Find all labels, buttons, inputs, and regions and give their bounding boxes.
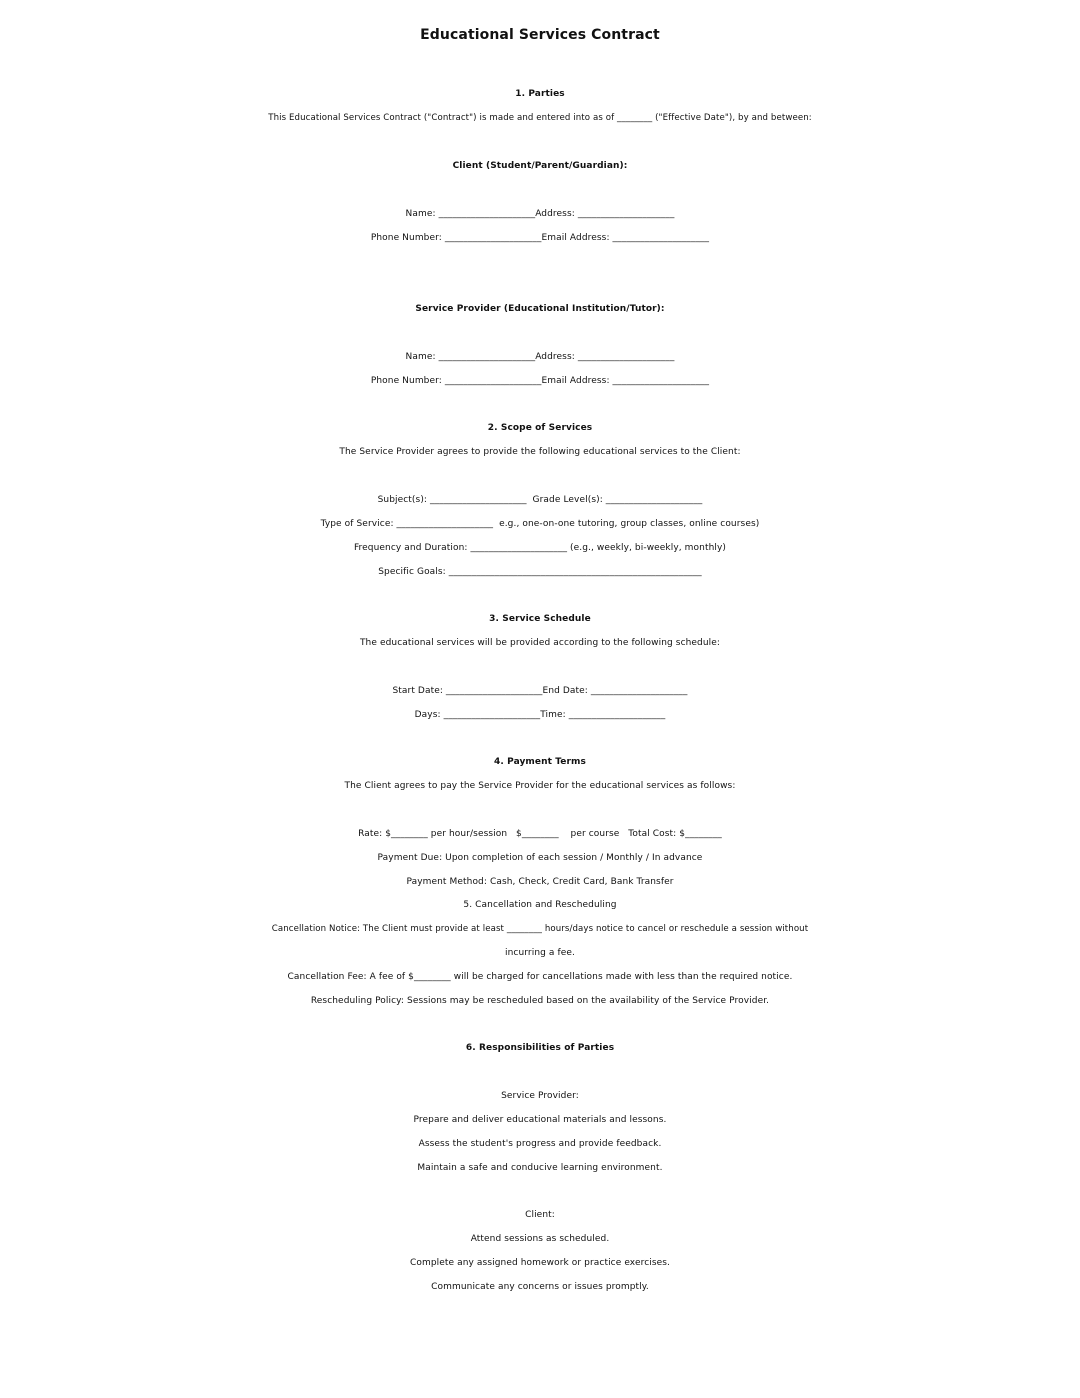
payment-rate-line: Rate: $________ per hour/session $________ per course Total Cost: $________ <box>358 829 722 839</box>
provider-name-address-line: Name: _____________________Address: _____________________ <box>405 352 675 362</box>
client-responsibilities-label: Client: <box>525 1210 555 1220</box>
cancellation-notice-line: Cancellation Notice: The Client must provide at least ________ hours/days notice to cancel or reschedule a session without <box>271 924 809 934</box>
scope-frequency-line: Frequency and Duration: _____________________ (e.g., weekly, bi-weekly, monthly) <box>353 543 727 553</box>
cancellation-notice-continued: incurring a fee. <box>505 948 575 958</box>
payment-due-line: Payment Due: Upon completion of each session / Monthly / In advance <box>377 853 703 863</box>
cancellation-fee-line: Cancellation Fee: A fee of $________ will be charged for cancellations made with less than the required notice. <box>287 972 793 982</box>
payment-intro: The Client agrees to pay the Service Provider for the educational services as follows: <box>344 781 736 791</box>
client-responsibility-item: Communicate any concerns or issues promptly. <box>431 1282 649 1292</box>
scope-heading: 2. Scope of Services <box>487 423 593 433</box>
scope-goals-line: Specific Goals: _______________________________________________________ <box>378 567 702 577</box>
payment-heading: 4. Payment Terms <box>494 757 586 767</box>
parties-heading: 1. Parties <box>515 89 565 99</box>
schedule-days-time-line: Days: _____________________Time: _____________________ <box>414 710 666 720</box>
payment-method-line: Payment Method: Cash, Check, Credit Card, Bank Transfer <box>406 877 674 887</box>
document-title: Educational Services Contract <box>420 27 660 43</box>
client-heading: Client (Student/Parent/Guardian): <box>452 161 628 171</box>
client-name-address-line: Name: _____________________Address: _____________________ <box>405 209 675 219</box>
provider-responsibilities-label: Service Provider: <box>501 1091 579 1101</box>
cancellation-heading: 5. Cancellation and Rescheduling <box>463 900 617 910</box>
schedule-dates-line: Start Date: _____________________End Date: _____________________ <box>392 686 688 696</box>
provider-responsibility-item: Prepare and deliver educational materials and lessons. <box>413 1115 667 1125</box>
client-responsibility-item: Attend sessions as scheduled. <box>470 1234 610 1244</box>
rescheduling-policy-line: Rescheduling Policy: Sessions may be rescheduled based on the availability of the Service Provider. <box>310 996 770 1006</box>
scope-subject-grade-line: Subject(s): _____________________ Grade Level(s): _____________________ <box>377 495 703 505</box>
provider-responsibility-item: Assess the student's progress and provide feedback. <box>418 1139 662 1149</box>
responsibilities-heading: 6. Responsibilities of Parties <box>465 1043 615 1053</box>
schedule-intro: The educational services will be provided according to the following schedule: <box>359 638 721 648</box>
scope-intro: The Service Provider agrees to provide the following educational services to the Client: <box>339 447 741 457</box>
client-responsibility-item: Complete any assigned homework or practice exercises. <box>409 1258 671 1268</box>
provider-heading: Service Provider (Educational Institution/Tutor): <box>415 304 665 314</box>
provider-phone-email-line: Phone Number: _____________________Email Address: _____________________ <box>370 376 710 386</box>
schedule-heading: 3. Service Schedule <box>489 614 591 624</box>
scope-type-line: Type of Service: _____________________ e.g., one-on-one tutoring, group classes, online courses) <box>320 519 760 529</box>
client-phone-email-line: Phone Number: _____________________Email Address: _____________________ <box>370 233 710 243</box>
provider-responsibility-item: Maintain a safe and conducive learning environment. <box>417 1163 663 1173</box>
parties-intro: This Educational Services Contract ("Contract") is made and entered into as of ________ ("Effective Date"), by and between: <box>268 113 812 123</box>
